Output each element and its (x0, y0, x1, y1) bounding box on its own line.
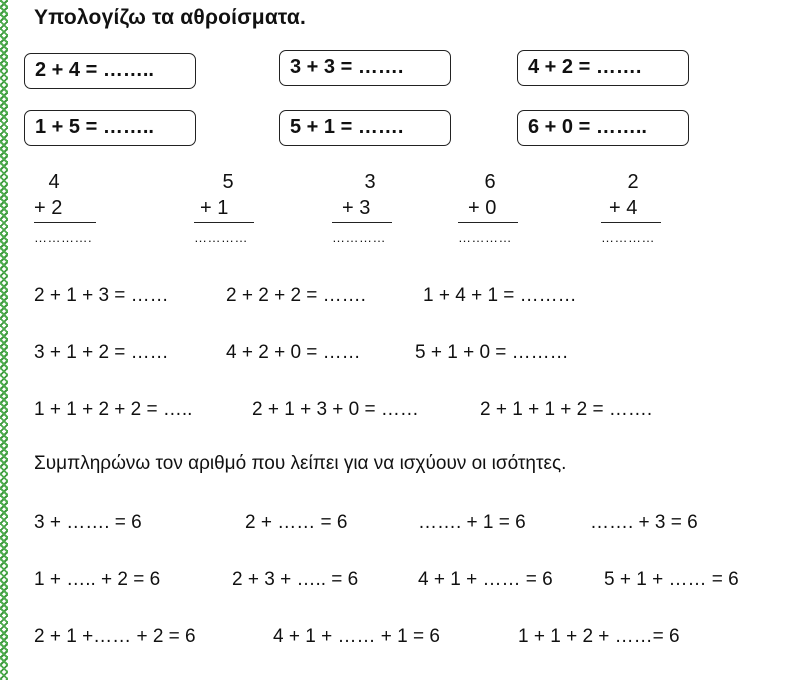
vertical-sum-result: ………… (332, 230, 386, 245)
vertical-sum-result: ………… (601, 230, 655, 245)
vertical-sum-addend: + 4 (601, 194, 661, 223)
exercise-item: 4 + 2 + 0 = …… (226, 342, 361, 363)
vertical-sum-result: ………… (458, 230, 512, 245)
vertical-sum (458, 170, 538, 251)
vertical-sum (194, 170, 274, 251)
exercise-item: 1 + 1 + 2 + 2 = ….. (34, 399, 193, 420)
vertical-sum-addend: + 3 (332, 194, 392, 223)
exercise-item: ……. + 3 = 6 (590, 512, 698, 533)
vertical-sum (332, 170, 412, 251)
exercise-item: 1 + 1 + 2 + ……= 6 (518, 626, 680, 647)
exercise-item: 4 + 1 + …… = 6 (418, 569, 553, 590)
vertical-sum-top: 2 (627, 171, 639, 193)
sum-box: 5 + 1 = ……. (279, 110, 451, 146)
page-title: Υπολογίζω τα αθροίσματα. (34, 6, 307, 29)
vertical-sum-top: 6 (484, 171, 496, 193)
exercise-item: 2 + 2 + 2 = ……. (226, 285, 366, 306)
exercise-item: 2 + …… = 6 (245, 512, 348, 533)
exercise-item: 3 + 1 + 2 = …… (34, 342, 169, 363)
vertical-sum-addend: + 2 (34, 194, 96, 223)
vertical-sum-top: 4 (48, 171, 60, 193)
vertical-sum-addend: + 1 (194, 194, 254, 223)
exercise-item: 1 + ….. + 2 = 6 (34, 569, 161, 590)
decorative-border (0, 0, 8, 680)
exercise-item: 2 + 1 +…… + 2 = 6 (34, 626, 196, 647)
exercise-item: 5 + 1 + …… = 6 (604, 569, 739, 590)
exercise-item: 4 + 1 + …… + 1 = 6 (273, 626, 440, 647)
exercise-item: 1 + 4 + 1 = ……… (423, 285, 577, 306)
sum-box: 4 + 2 = ……. (517, 50, 689, 86)
sum-box: 6 + 0 = …….. (517, 110, 689, 146)
vertical-sum (601, 170, 681, 251)
vertical-sum-top: 3 (364, 171, 376, 193)
exercise-item: 2 + 1 + 3 = …… (34, 285, 169, 306)
exercise-item: 2 + 1 + 1 + 2 = ……. (480, 399, 653, 420)
vertical-sum-top: 5 (222, 171, 234, 193)
sum-box: 1 + 5 = …….. (24, 110, 196, 146)
exercise-item: ……. + 1 = 6 (418, 512, 526, 533)
exercise-item: 2 + 1 + 3 + 0 = …… (252, 399, 419, 420)
exercise-item: 3 + ……. = 6 (34, 512, 142, 533)
instruction-text: Συμπληρώνω τον αριθμό που λείπει για να ισχύουν οι ισότητες. (34, 453, 567, 474)
sum-box: 3 + 3 = ……. (279, 50, 451, 86)
vertical-sum-addend: + 0 (458, 194, 518, 223)
exercise-item: 5 + 1 + 0 = ……… (415, 342, 569, 363)
sum-box: 2 + 4 = …….. (24, 53, 196, 89)
vertical-sum (34, 170, 114, 251)
vertical-sum-result: ………… (194, 230, 248, 245)
vertical-sum-result: …………. (34, 230, 93, 245)
exercise-item: 2 + 3 + ….. = 6 (232, 569, 359, 590)
